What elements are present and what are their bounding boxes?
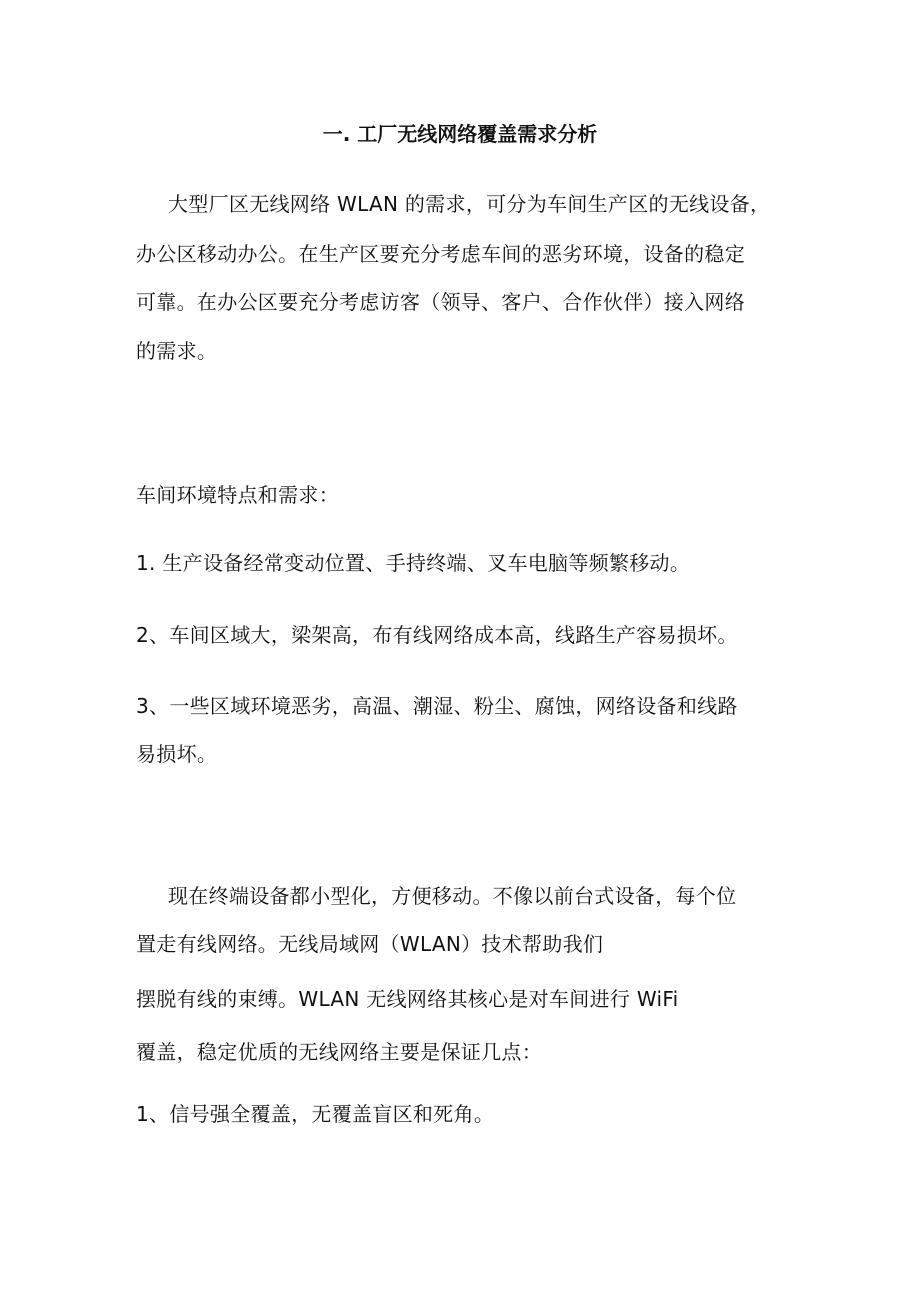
terminal-paragraph-line-1: 现在终端设备都小型化，方便移动。不像以前台式设备，每个位 <box>168 884 737 908</box>
intro-line-1: 大型厂区无线网络 WLAN 的需求，可分为车间生产区的无线设备， <box>168 192 771 216</box>
workshop-item-1: 1. 生产设备经常变动位置、手持终端、叉车电脑等频繁移动。 <box>136 551 691 575</box>
document-title: 一. 工厂无线网络覆盖需求分析 <box>322 122 598 146</box>
workshop-item-3-line-2: 易损坏。 <box>136 742 218 766</box>
point-item-1: 1、信号强全覆盖，无覆盖盲区和死角。 <box>136 1102 495 1126</box>
intro-line-2: 办公区移动办公。在生产区要充分考虑车间的恶劣环境，设备的稳定 <box>136 242 745 266</box>
terminal-paragraph-line-3: 摆脱有线的束缚。WLAN 无线网络其核心是对车间进行 WiFi <box>136 987 679 1011</box>
terminal-paragraph-line-2: 置走有线网络。无线局域网（WLAN）技术帮助我们 <box>136 932 604 956</box>
workshop-heading: 车间环境特点和需求： <box>136 483 339 507</box>
workshop-item-3-line-1: 3、一些区域环境恶劣，高温、潮湿、粉尘、腐蚀，网络设备和线路 <box>136 694 738 718</box>
intro-line-3: 可靠。在办公区要充分考虑访客（领导、客户、合作伙伴）接入网络 <box>136 290 745 314</box>
workshop-item-2: 2、车间区域大，梁架高，布有线网络成本高，线路生产容易损坏。 <box>136 623 738 647</box>
terminal-paragraph-line-4: 覆盖，稳定优质的无线网络主要是保证几点： <box>136 1040 542 1064</box>
intro-line-4: 的需求。 <box>136 339 218 363</box>
